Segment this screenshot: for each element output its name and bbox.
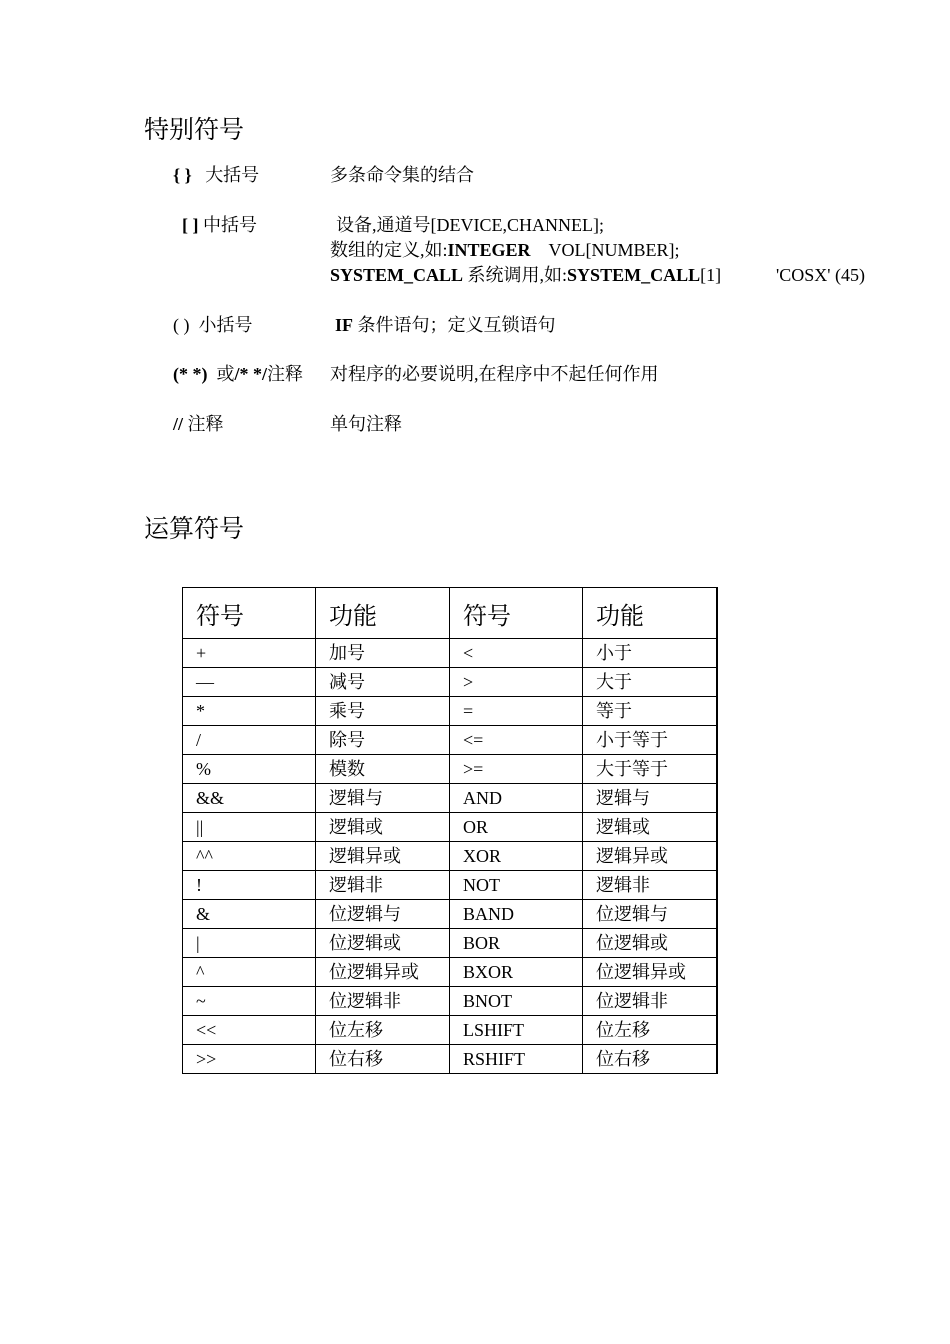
operator-function-cell: 小于 bbox=[583, 639, 717, 668]
special-symbols-heading: 特别符号 bbox=[144, 117, 245, 144]
brackets-desc3-tail: 'COSX' (45) bbox=[776, 265, 865, 285]
operator-symbol-cell: > bbox=[450, 668, 583, 697]
table-row bbox=[183, 1016, 717, 1045]
braces-entry bbox=[173, 163, 259, 188]
brackets-desc3-bold1: SYSTEM_CALL bbox=[330, 265, 464, 285]
brackets-entry bbox=[182, 213, 257, 238]
parens-desc-text: 条件语句；定义互锁语句 bbox=[353, 315, 556, 335]
line-comment-entry bbox=[173, 412, 224, 437]
operator-function-cell: 位逻辑与 bbox=[316, 900, 450, 929]
operator-function-cell: 位左移 bbox=[583, 1016, 717, 1045]
brackets-desc2-bold: INTEGER bbox=[447, 240, 531, 260]
operator-symbol-cell: & bbox=[183, 900, 316, 929]
table-header-row bbox=[183, 588, 717, 639]
parens-desc-bold: IF bbox=[335, 315, 353, 335]
operator-symbol-cell: = bbox=[450, 697, 583, 726]
operator-function-cell: 减号 bbox=[316, 668, 450, 697]
table-row bbox=[183, 668, 717, 697]
operator-symbol-cell: — bbox=[183, 668, 316, 697]
operator-function-cell: 大于等于 bbox=[583, 755, 717, 784]
operators-heading: 运算符号 bbox=[144, 516, 245, 543]
operator-function-cell: 大于 bbox=[583, 668, 717, 697]
parens-desc bbox=[335, 313, 556, 338]
operator-function-cell: 等于 bbox=[583, 697, 717, 726]
brackets-desc-line2 bbox=[330, 238, 680, 263]
operator-function-cell: 加号 bbox=[316, 639, 450, 668]
parens-name: 小括号 bbox=[198, 315, 253, 335]
table-row bbox=[183, 726, 717, 755]
brackets-symbol: [ ] bbox=[182, 215, 199, 235]
operator-function-cell: 逻辑与 bbox=[583, 784, 717, 813]
braces-symbol: { } bbox=[173, 165, 192, 185]
table-row bbox=[183, 958, 717, 987]
operator-function-cell: 位逻辑或 bbox=[583, 929, 717, 958]
operator-symbol-cell: BNOT bbox=[450, 987, 583, 1016]
operator-function-cell: 逻辑或 bbox=[583, 813, 717, 842]
operator-symbol-cell: >= bbox=[450, 755, 583, 784]
table-row bbox=[183, 842, 717, 871]
line-comment-desc: 单句注释 bbox=[330, 414, 402, 434]
brackets-desc2-post: VOL[NUMBER]; bbox=[548, 240, 680, 260]
brackets-desc3-post: [1] bbox=[700, 265, 722, 285]
comment-block-or: 或 bbox=[216, 364, 235, 384]
operator-function-cell: 位右移 bbox=[316, 1045, 450, 1074]
table-row bbox=[183, 987, 717, 1016]
operator-symbol-cell: <= bbox=[450, 726, 583, 755]
operator-symbol-cell: + bbox=[183, 639, 316, 668]
operator-symbol-cell: | bbox=[183, 929, 316, 958]
brackets-desc2-pre: 数组的定义,如: bbox=[330, 240, 448, 260]
comment-block-name: 注释 bbox=[267, 364, 304, 384]
operator-symbol-cell: AND bbox=[450, 784, 583, 813]
operator-symbol-cell: % bbox=[183, 755, 316, 784]
operator-function-cell: 位逻辑与 bbox=[583, 900, 717, 929]
operator-function-cell: 位逻辑非 bbox=[583, 987, 717, 1016]
braces-desc: 多条命令集的结合 bbox=[330, 165, 474, 185]
table-row bbox=[183, 871, 717, 900]
braces-name: 大括号 bbox=[205, 165, 260, 185]
operator-function-cell: 逻辑异或 bbox=[316, 842, 450, 871]
operator-symbol-cell: BOR bbox=[450, 929, 583, 958]
operator-function-cell: 位左移 bbox=[316, 1016, 450, 1045]
operator-symbol-cell: XOR bbox=[450, 842, 583, 871]
operator-symbol-cell: * bbox=[183, 697, 316, 726]
header-symbol: 符号 bbox=[450, 588, 583, 639]
operator-symbol-cell: / bbox=[183, 726, 316, 755]
comment-block-desc: 对程序的必要说明,在程序中不起任何作用 bbox=[330, 364, 659, 384]
operator-function-cell: 位右移 bbox=[583, 1045, 717, 1074]
operator-function-cell: 逻辑异或 bbox=[583, 842, 717, 871]
table-row bbox=[183, 697, 717, 726]
comment-block-entry bbox=[173, 362, 303, 387]
header-function: 功能 bbox=[316, 588, 450, 639]
operator-function-cell: 位逻辑异或 bbox=[316, 958, 450, 987]
brackets-desc-line3 bbox=[330, 263, 721, 288]
table-row bbox=[183, 900, 717, 929]
operator-function-cell: 位逻辑或 bbox=[316, 929, 450, 958]
table-row bbox=[183, 639, 717, 668]
line-comment-symbol: // bbox=[173, 414, 184, 434]
operator-function-cell: 位逻辑非 bbox=[316, 987, 450, 1016]
table-row bbox=[183, 813, 717, 842]
operator-symbol-cell: OR bbox=[450, 813, 583, 842]
table-row bbox=[183, 929, 717, 958]
table-row bbox=[183, 784, 717, 813]
operator-function-cell: 逻辑或 bbox=[316, 813, 450, 842]
header-symbol: 符号 bbox=[183, 588, 316, 639]
operator-symbol-cell: ^^ bbox=[183, 842, 316, 871]
brackets-desc3-bold2: SYSTEM_CALL bbox=[567, 265, 701, 285]
operator-function-cell: 位逻辑异或 bbox=[583, 958, 717, 987]
comment-block-symbol: (* *) bbox=[173, 364, 208, 384]
operator-symbol-cell: << bbox=[183, 1016, 316, 1045]
operator-function-cell: 小于等于 bbox=[583, 726, 717, 755]
operators-table bbox=[182, 587, 718, 1074]
brackets-desc3-mid: 系统调用,如: bbox=[463, 265, 568, 285]
operator-function-cell: 逻辑与 bbox=[316, 784, 450, 813]
brackets-desc-line1: 设备,通道号[DEVICE,CHANNEL]; bbox=[336, 215, 604, 235]
parens-entry bbox=[173, 313, 253, 338]
operator-symbol-cell: >> bbox=[183, 1045, 316, 1074]
header-function: 功能 bbox=[583, 588, 717, 639]
line-comment-name: 注释 bbox=[187, 414, 224, 434]
operator-symbol-cell: RSHIFT bbox=[450, 1045, 583, 1074]
operator-symbol-cell: NOT bbox=[450, 871, 583, 900]
brackets-name: 中括号 bbox=[203, 215, 257, 235]
operator-function-cell: 逻辑非 bbox=[316, 871, 450, 900]
operator-symbol-cell: ^ bbox=[183, 958, 316, 987]
operator-symbol-cell: LSHIFT bbox=[450, 1016, 583, 1045]
parens-symbol: ( ) bbox=[173, 315, 190, 335]
operator-symbol-cell: BXOR bbox=[450, 958, 583, 987]
comment-block-symbol2: /* */ bbox=[234, 364, 268, 384]
operator-function-cell: 除号 bbox=[316, 726, 450, 755]
operator-function-cell: 模数 bbox=[316, 755, 450, 784]
operator-symbol-cell: < bbox=[450, 639, 583, 668]
operator-symbol-cell: ~ bbox=[183, 987, 316, 1016]
operator-symbol-cell: ! bbox=[183, 871, 316, 900]
operator-symbol-cell: || bbox=[183, 813, 316, 842]
table-row bbox=[183, 755, 717, 784]
operator-function-cell: 乘号 bbox=[316, 697, 450, 726]
operator-function-cell: 逻辑非 bbox=[583, 871, 717, 900]
table-row bbox=[183, 1045, 717, 1074]
operator-symbol-cell: && bbox=[183, 784, 316, 813]
operator-symbol-cell: BAND bbox=[450, 900, 583, 929]
